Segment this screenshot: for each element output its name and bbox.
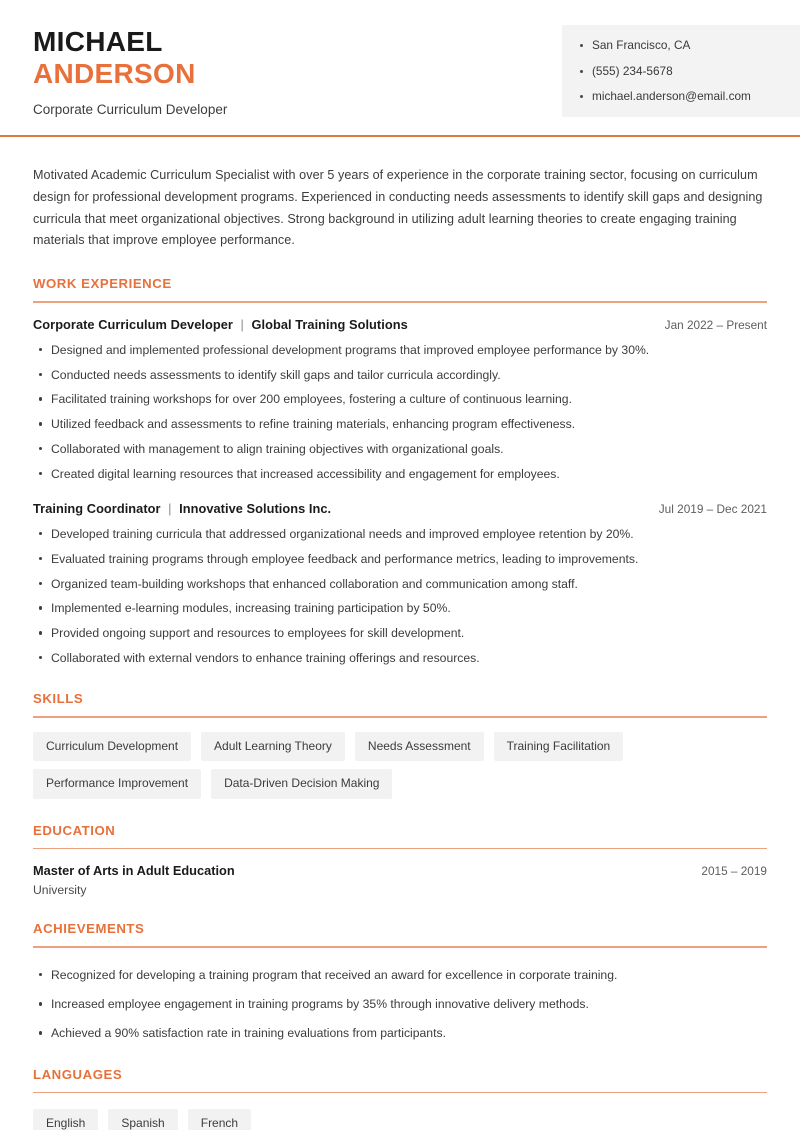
language-pill: French xyxy=(188,1109,251,1130)
experience-company: Innovative Solutions Inc. xyxy=(179,501,332,516)
section-divider xyxy=(33,301,767,303)
education-entry-header xyxy=(33,863,767,878)
achievement-bullet: Recognized for developing a training program that received an award for excellence in corporate training. xyxy=(33,966,767,984)
title-separator: | xyxy=(168,501,172,516)
contact-list xyxy=(580,38,786,104)
section-divider xyxy=(33,716,767,718)
experience-date: Jul 2019 – Dec 2021 xyxy=(658,502,767,516)
section-achievements xyxy=(33,921,767,1042)
language-pill: English xyxy=(33,1109,98,1130)
experience-date: Jan 2022 – Present xyxy=(664,317,767,332)
language-pill: Spanish xyxy=(108,1109,177,1130)
section-title-achievements: ACHIEVEMENTS xyxy=(33,921,145,937)
resume-body xyxy=(0,136,800,1130)
experience-title-line xyxy=(33,317,408,332)
job-title-subtitle: Corporate Curriculum Developer xyxy=(33,101,228,117)
experience-role: Corporate Curriculum Developer xyxy=(33,316,233,332)
section-work-experience xyxy=(33,276,767,667)
title-separator: | xyxy=(240,316,244,332)
achievement-bullet: Increased employee engagement in training programs by 35% through innovative delivery methods. xyxy=(33,995,767,1013)
contact-info-box xyxy=(562,25,800,117)
section-title-languages: LANGUAGES xyxy=(33,1066,123,1082)
achievement-bullet: Achieved a 90% satisfaction rate in training evaluations from participants. xyxy=(33,1024,767,1042)
experience-bullet: Conducted needs assessments to identify skill gaps and tailor curricula accordingly. xyxy=(33,366,767,384)
experience-entry xyxy=(33,501,767,667)
skill-pill: Needs Assessment xyxy=(355,732,484,761)
experience-bullet: Designed and implemented professional development programs that improved employee performance by 30%. xyxy=(33,341,767,359)
education-degree: Master of Arts in Adult Education xyxy=(33,863,235,879)
experience-entry xyxy=(33,317,767,483)
section-skills xyxy=(33,691,767,798)
languages-pill-group xyxy=(33,1109,767,1130)
experience-bullet: Utilized feedback and assessments to refine training materials, enhancing program effectiveness. xyxy=(33,415,767,433)
skill-pill: Training Facilitation xyxy=(494,732,624,761)
experience-bullet: Developed training curricula that addressed organizational needs and improved employee retention by 20%. xyxy=(33,525,767,543)
experience-bullet: Organized team-building workshops that enhanced collaboration and communication among staff. xyxy=(33,575,767,593)
section-divider xyxy=(33,1092,767,1094)
first-name: MICHAEL xyxy=(33,26,163,57)
skills-pill-group xyxy=(33,732,767,799)
education-entry xyxy=(33,863,767,897)
experience-bullet: Evaluated training programs through employee feedback and performance metrics, leading to improvements. xyxy=(33,550,767,568)
skill-pill: Adult Learning Theory xyxy=(201,732,345,761)
experience-company: Global Training Solutions xyxy=(251,316,408,332)
contact-phone[interactable]: (555) 234-5678 xyxy=(580,64,786,79)
experience-role: Training Coordinator xyxy=(33,501,161,516)
achievements-bullet-list xyxy=(33,966,767,1043)
experience-bullet-list xyxy=(33,341,767,483)
experience-bullet: Provided ongoing support and resources to employees for skill development. xyxy=(33,624,767,642)
education-date: 2015 – 2019 xyxy=(701,864,767,879)
name-block xyxy=(33,26,227,117)
last-name: ANDERSON xyxy=(33,58,196,90)
experience-bullet: Facilitated training workshops for over 200 employees, fostering a culture of continuous learning. xyxy=(33,390,767,408)
section-title-education: EDUCATION xyxy=(33,822,116,838)
experience-bullet: Collaborated with management to align training objectives with organizational goals. xyxy=(33,440,767,458)
experience-bullet: Created digital learning resources that increased accessibility and engagement for employees. xyxy=(33,465,767,483)
resume-header xyxy=(0,0,800,136)
section-education xyxy=(33,823,767,898)
section-languages xyxy=(33,1067,767,1130)
experience-bullet: Implemented e-learning modules, increasing training participation by 50%. xyxy=(33,599,767,617)
professional-summary: Motivated Academic Curriculum Specialist with over 5 years of experience in the corporate training sector, focusing on curriculum design for professional development programs. Experienced in conducting needs assessments to identify skill gaps and designing curricula that meet organizational objectives. Strong background in utilizing adult learning theories to create engaging training materials that improve employee performance. xyxy=(33,168,763,248)
experience-bullet: Collaborated with external vendors to enhance training offerings and resources. xyxy=(33,649,767,667)
section-title-work-experience: WORK EXPERIENCE xyxy=(33,276,172,292)
contact-location: San Francisco, CA xyxy=(580,38,786,53)
skill-pill: Curriculum Development xyxy=(33,732,191,761)
experience-bullet-list xyxy=(33,525,767,667)
skill-pill: Performance Improvement xyxy=(33,769,201,798)
experience-entry-header xyxy=(33,317,767,332)
education-school: University xyxy=(33,883,87,898)
header-divider xyxy=(0,135,800,137)
experience-entry-header xyxy=(33,501,767,516)
contact-email[interactable]: michael.anderson@email.com xyxy=(580,89,786,104)
section-divider xyxy=(33,848,767,850)
section-title-skills: SKILLS xyxy=(33,691,84,707)
section-divider xyxy=(33,946,767,948)
skill-pill: Data-Driven Decision Making xyxy=(211,769,392,798)
experience-title-line xyxy=(33,501,331,516)
